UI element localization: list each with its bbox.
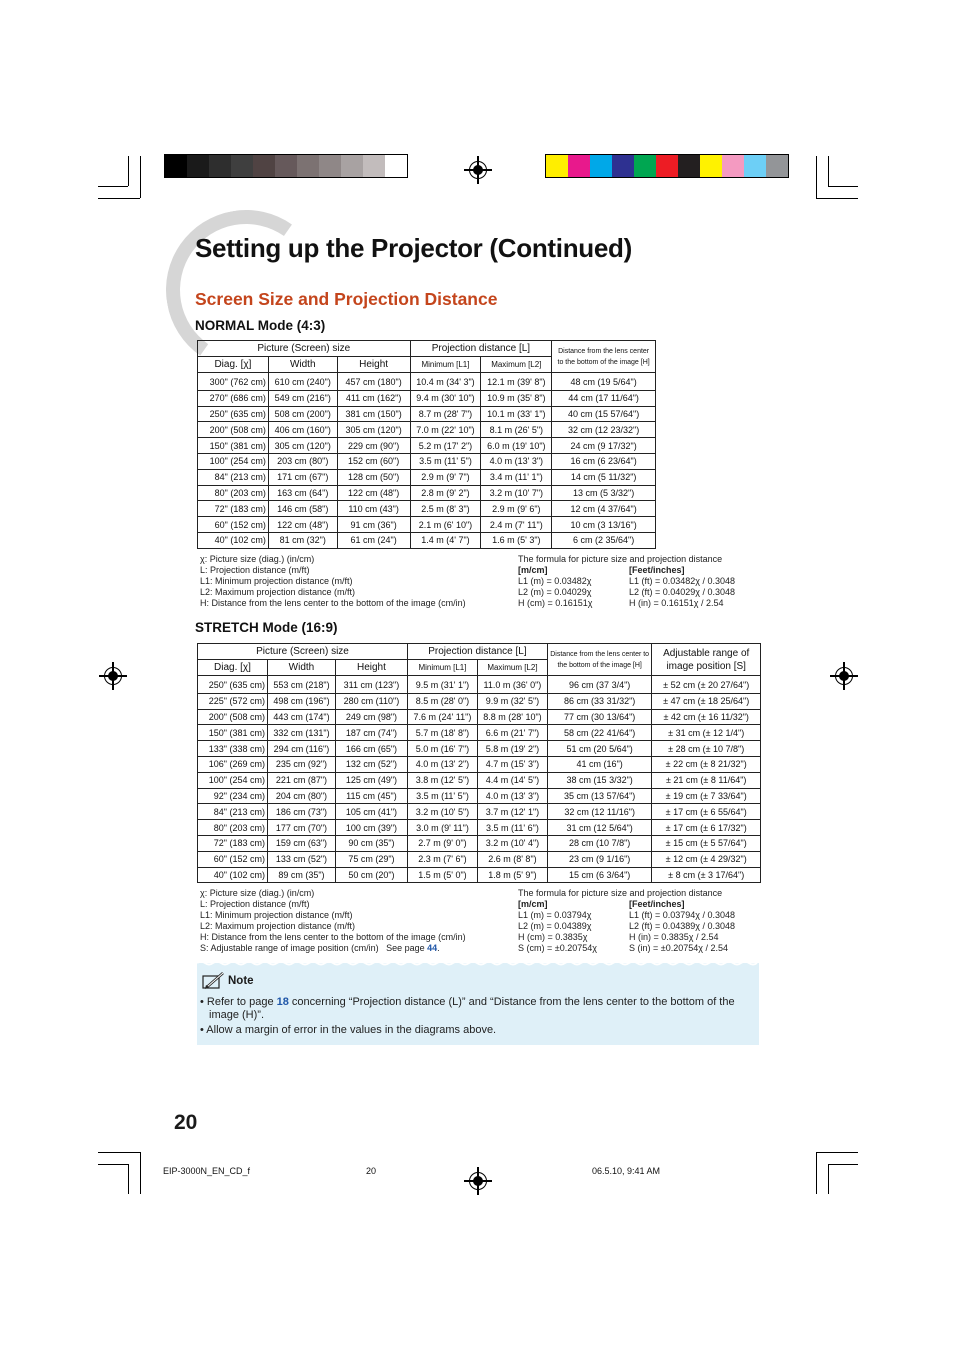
table-cell: 4.4 m (14' 5") (477, 772, 547, 788)
table-cell: 15 cm (6 3/64") (547, 867, 651, 883)
table-cell: 92" (234 cm) (198, 788, 268, 804)
table-row (198, 485, 656, 501)
gray-swatch (319, 155, 341, 177)
table-cell: 8.7 m (28' 7") (410, 406, 481, 422)
table-cell: 6 cm (2 35/64") (552, 532, 656, 548)
table-cell: ± 31 cm (± 12 1/4") (652, 725, 761, 741)
table-cell: 3.5 m (11' 5") (410, 453, 481, 469)
table-cell: 8.8 m (28' 10") (477, 709, 547, 725)
table-cell: 171 cm (67") (268, 469, 337, 485)
table-cell: 3.7 m (12' 1") (477, 804, 547, 820)
gray-swatch (253, 155, 275, 177)
table-cell: ± 22 cm (± 8 21/32") (652, 756, 761, 772)
table-cell: 84" (213 cm) (198, 804, 268, 820)
table-row (198, 532, 656, 548)
table-cell: 9.5 m (31' 1") (407, 676, 477, 694)
registration-mark-left (104, 667, 122, 685)
table-cell: 443 cm (174") (267, 709, 335, 725)
table-cell: ± 8 cm (± 3 17/64") (652, 867, 761, 883)
table-cell: 90 cm (35") (335, 835, 407, 851)
table-row (198, 390, 656, 406)
table-cell: 5.8 m (19' 2") (477, 741, 547, 757)
table-cell: 128 cm (50") (337, 469, 410, 485)
table-cell: 60" (152 cm) (198, 851, 268, 867)
table-cell: 381 cm (150") (337, 406, 410, 422)
table-cell: 133 cm (52") (267, 851, 335, 867)
gray-swatch (231, 155, 253, 177)
table-cell: 86 cm (33 31/32") (547, 693, 651, 709)
table-cell: 4.0 m (13' 2") (407, 756, 477, 772)
table-cell: 32 cm (12 11/16") (547, 804, 651, 820)
table-cell: 225" (572 cm) (198, 693, 268, 709)
table-cell: 2.4 m (7' 11") (481, 517, 552, 533)
table-cell: 1.6 m (5' 3") (481, 532, 552, 548)
gray-swatch (385, 155, 407, 177)
table-cell: 80" (203 cm) (198, 485, 269, 501)
table-cell: 6.6 m (21' 7") (477, 725, 547, 741)
col-diag: Diag. [χ] (198, 357, 269, 373)
col-adjustable-range: Adjustable range of image position [S] (652, 644, 761, 676)
table-cell: 150" (381 cm) (198, 725, 268, 741)
table-cell: 72" (183 cm) (198, 835, 268, 851)
table-cell: ± 19 cm (± 7 33/64") (652, 788, 761, 804)
table-cell: 10 cm (3 13/16") (552, 517, 656, 533)
table-cell: 498 cm (196") (267, 693, 335, 709)
table-row (198, 741, 761, 757)
table-cell: 100" (254 cm) (198, 453, 269, 469)
note-box-wavy-edge (197, 960, 759, 966)
grayscale-bar (164, 154, 408, 178)
table-cell: 75 cm (29") (335, 851, 407, 867)
table-cell: 14 cm (5 11/32") (552, 469, 656, 485)
table-cell: 5.2 m (17' 2") (410, 438, 481, 454)
table-row (198, 820, 761, 836)
table-cell: 229 cm (90") (337, 438, 410, 454)
table-cell: 40" (102 cm) (198, 532, 269, 548)
table-cell: 311 cm (123") (335, 676, 407, 694)
table-cell: 294 cm (116") (267, 741, 335, 757)
table-cell: 80" (203 cm) (198, 820, 268, 836)
table-cell: 32 cm (12 23/32") (552, 422, 656, 438)
table-cell: 13 cm (5 3/32") (552, 485, 656, 501)
table-cell: 10.1 m (33' 1") (481, 406, 552, 422)
table-cell: 5.0 m (16' 7") (407, 741, 477, 757)
table-cell: 2.5 m (8' 3") (410, 501, 481, 517)
table-cell: 81 cm (32") (268, 532, 337, 548)
table-cell: 280 cm (110") (335, 693, 407, 709)
col-height: Height (337, 357, 410, 373)
table-cell: 8.5 m (28' 0") (407, 693, 477, 709)
normal-mode-table (197, 340, 656, 549)
table-cell: 8.1 m (26' 5") (481, 422, 552, 438)
table-cell: 50 cm (20") (335, 867, 407, 883)
table-cell: 159 cm (63") (267, 835, 335, 851)
table-cell: 1.5 m (5' 0") (407, 867, 477, 883)
color-swatch (612, 155, 634, 177)
normal-legend: χ: Picture size (diag.) (in/cm) L: Projection distance (m/ft) L1: Minimum projection distance (m/ft) L2: Maximum projection distance (m/ft) H: Distance from the lens center to the bottom of the image (cm/in) (200, 554, 466, 608)
page-44-link[interactable]: 44 (427, 943, 438, 953)
table-row (198, 725, 761, 741)
table-row (198, 501, 656, 517)
page-title: Setting up the Projector (Continued) (195, 233, 632, 263)
footer-page: 20 (366, 1166, 377, 1176)
table-cell: 457 cm (180") (337, 373, 410, 391)
color-swatch (700, 155, 722, 177)
table-cell: 72" (183 cm) (198, 501, 269, 517)
table-cell: 91 cm (36") (337, 517, 410, 533)
table-row (198, 438, 656, 454)
table-cell: ± 15 cm (± 5 57/64") (652, 835, 761, 851)
col-width: Width (268, 357, 337, 373)
table-cell: 270" (686 cm) (198, 390, 269, 406)
table-cell: 41 cm (16") (547, 756, 651, 772)
table-row (198, 867, 761, 883)
table-cell: 132 cm (52") (335, 756, 407, 772)
table-row (198, 453, 656, 469)
table-cell: 186 cm (73") (267, 804, 335, 820)
table-cell: 9.9 m (32' 5") (477, 693, 547, 709)
table-cell: 3.2 m (10' 7") (481, 485, 552, 501)
table-cell: 4.7 m (15' 3") (477, 756, 547, 772)
stretch-mode-table (197, 643, 761, 883)
normal-mode-heading: NORMAL Mode (4:3) (195, 318, 326, 333)
table-cell: 2.9 m (9' 6") (481, 501, 552, 517)
table-cell: 133" (338 cm) (198, 741, 268, 757)
table-cell: 150" (381 cm) (198, 438, 269, 454)
table-cell: 58 cm (22 41/64") (547, 725, 651, 741)
table-cell: 11.0 m (36' 0") (477, 676, 547, 694)
gray-swatch (165, 155, 187, 177)
table-cell: 125 cm (49") (335, 772, 407, 788)
table-row (198, 406, 656, 422)
table-cell: ± 28 cm (± 10 7/8") (652, 741, 761, 757)
table-row (198, 422, 656, 438)
table-cell: 122 cm (48") (268, 517, 337, 533)
stretch-legend: χ: Picture size (diag.) (in/cm) L: Projection distance (m/ft) L1: Minimum projection distance (m/ft) L2: Maximum projection distance (m/ft) H: Distance from the lens center to the bottom of the image (cm/in) S: Adjustable range of image position (cm/in) See page 44. (200, 888, 466, 953)
gray-swatch (275, 155, 297, 177)
table-cell: 3.5 m (11' 6") (477, 820, 547, 836)
registration-mark-right (835, 667, 853, 685)
table-cell: 40 cm (15 57/64") (552, 406, 656, 422)
table-cell: 200" (508 cm) (198, 422, 269, 438)
table-cell: 152 cm (60") (337, 453, 410, 469)
table-cell: 163 cm (64") (268, 485, 337, 501)
table-cell: 105 cm (41") (335, 804, 407, 820)
col-lens-distance: Distance from the lens center to the bottom of the image [H] (552, 341, 656, 373)
color-bar (545, 154, 789, 178)
table-row (198, 788, 761, 804)
table-cell: 84" (213 cm) (198, 469, 269, 485)
table-cell: 23 cm (9 1/16") (547, 851, 651, 867)
table-cell: 96 cm (37 3/4") (547, 676, 651, 694)
color-swatch (766, 155, 788, 177)
note-body (200, 996, 748, 1039)
table-cell: 48 cm (19 5/64") (552, 373, 656, 391)
table-cell: 1.4 m (4' 7") (410, 532, 481, 548)
table-cell: 146 cm (58") (268, 501, 337, 517)
table-cell: ± 47 cm (± 18 25/64") (652, 693, 761, 709)
table-cell: ± 21 cm (± 8 11/64") (652, 772, 761, 788)
table-cell: 110 cm (43") (337, 501, 410, 517)
color-swatch (590, 155, 612, 177)
table-cell: 203 cm (80") (268, 453, 337, 469)
table-cell: 221 cm (87") (267, 772, 335, 788)
table-cell: 2.1 m (6' 10") (410, 517, 481, 533)
page-number: 20 (174, 1111, 198, 1134)
col-picture-size: Picture (Screen) size (198, 341, 411, 357)
table-cell: 38 cm (15 3/32") (547, 772, 651, 788)
table-row (198, 693, 761, 709)
table-cell: 166 cm (65") (335, 741, 407, 757)
table-cell: 10.9 m (35' 8") (481, 390, 552, 406)
table-cell: 204 cm (80") (267, 788, 335, 804)
page-18-link[interactable]: 18 (276, 996, 289, 1008)
registration-mark-top (469, 161, 487, 179)
table-row (198, 469, 656, 485)
table-cell: 553 cm (218") (267, 676, 335, 694)
table-cell: 3.2 m (10' 5") (407, 804, 477, 820)
registration-mark-bottom (469, 1172, 487, 1190)
color-swatch (678, 155, 700, 177)
table-row (198, 517, 656, 533)
table-cell: 61 cm (24") (337, 532, 410, 548)
table-cell: 28 cm (10 7/8") (547, 835, 651, 851)
table-row (198, 676, 761, 694)
normal-formula: The formula for picture size and projection distance [m/cm] [Feet/inches] L1 (m) = 0.03482χ L1 (ft) = 0.03482χ / 0.3048 L2 (m) = 0.04029χ L2 (ft) = 0.04029χ / 0.3048 H (cm) = 0.16151χ H (in) = 0.16151χ / 2.54 (518, 554, 736, 608)
table-cell: 300" (762 cm) (198, 373, 269, 391)
table-row (198, 835, 761, 851)
gray-swatch (341, 155, 363, 177)
table-cell: 5.7 m (18' 8") (407, 725, 477, 741)
section-heading: Screen Size and Projection Distance (195, 289, 498, 309)
table-cell: 3.0 m (9' 11") (407, 820, 477, 836)
table-cell: 7.6 m (24' 11") (407, 709, 477, 725)
footer-filename: EIP-3000N_EN_CD_f (163, 1166, 251, 1176)
table-cell: ± 17 cm (± 6 17/32") (652, 820, 761, 836)
table-cell: 177 cm (70") (267, 820, 335, 836)
table-cell: 24 cm (9 17/32") (552, 438, 656, 454)
table-cell: 115 cm (45") (335, 788, 407, 804)
table-cell: 3.2 m (10' 4") (477, 835, 547, 851)
table-row (198, 772, 761, 788)
table-cell: 508 cm (200") (268, 406, 337, 422)
gray-swatch (297, 155, 319, 177)
table-cell: 411 cm (162") (337, 390, 410, 406)
table-cell: 4.0 m (13' 3") (477, 788, 547, 804)
table-cell: 305 cm (120") (268, 438, 337, 454)
table-cell: 1.8 m (5' 9") (477, 867, 547, 883)
table-cell: 16 cm (6 23/64") (552, 453, 656, 469)
note-bullet-1: • Refer to page 18 concerning “Projection distance (L)” and “Distance from the lens center to the bottom of the image (H)”. (200, 996, 735, 1021)
table-cell: 9.4 m (30' 10") (410, 390, 481, 406)
table-cell: 3.8 m (12' 5") (407, 772, 477, 788)
table-cell: 106" (269 cm) (198, 756, 268, 772)
table-cell: 406 cm (160") (268, 422, 337, 438)
table-cell: 77 cm (30 13/64") (547, 709, 651, 725)
note-title: Note (228, 975, 254, 987)
table-cell: 200" (508 cm) (198, 709, 268, 725)
table-cell: 122 cm (48") (337, 485, 410, 501)
table-cell: 12 cm (4 37/64") (552, 501, 656, 517)
table-cell: 2.6 m (8' 8") (477, 851, 547, 867)
table-cell: ± 17 cm (± 6 55/64") (652, 804, 761, 820)
pencil-note-icon (201, 971, 227, 991)
table-cell: 51 cm (20 5/64") (547, 741, 651, 757)
note-bullet-2: • Allow a margin of error in the values in the diagrams above. (200, 1024, 497, 1036)
table-cell: 10.4 m (34' 3") (410, 373, 481, 391)
col-max: Maximum [L2] (477, 660, 547, 676)
table-cell: 44 cm (17 11/64") (552, 390, 656, 406)
table-cell: 249 cm (98") (335, 709, 407, 725)
table-cell: 2.7 m (9' 0") (407, 835, 477, 851)
col-max: Maximum [L2] (481, 357, 552, 373)
stretch-mode-heading: STRETCH Mode (16:9) (195, 620, 338, 635)
color-swatch (568, 155, 590, 177)
table-cell: 3.5 m (11' 5") (407, 788, 477, 804)
table-row (198, 804, 761, 820)
table-cell: 7.0 m (22' 10") (410, 422, 481, 438)
table-cell: 100 cm (39") (335, 820, 407, 836)
table-cell: 250" (635 cm) (198, 676, 268, 694)
col-width: Width (267, 660, 335, 676)
table-cell: 12.1 m (39' 8") (481, 373, 552, 391)
table-cell: 2.8 m (9' 2") (410, 485, 481, 501)
table-row (198, 756, 761, 772)
table-cell: 35 cm (13 57/64") (547, 788, 651, 804)
table-cell: 2.3 m (7' 6") (407, 851, 477, 867)
table-cell: 60" (152 cm) (198, 517, 269, 533)
table-cell: 6.0 m (19' 10") (481, 438, 552, 454)
col-height: Height (335, 660, 407, 676)
table-cell: 610 cm (240") (268, 373, 337, 391)
table-cell: 40" (102 cm) (198, 867, 268, 883)
col-lens-distance: Distance from the lens center to the bottom of the image [H] (547, 644, 651, 676)
color-swatch (722, 155, 744, 177)
table-cell: 31 cm (12 5/64") (547, 820, 651, 836)
col-projection-distance: Projection distance [L] (407, 644, 547, 660)
table-cell: ± 42 cm (± 16 11/32") (652, 709, 761, 725)
table-cell: 250" (635 cm) (198, 406, 269, 422)
table-cell: 3.4 m (11' 1") (481, 469, 552, 485)
stretch-formula: The formula for picture size and projection distance [m/cm] [Feet/inches] L1 (m) = 0.03794χ L1 (ft) = 0.03794χ / 0.3048 L2 (m) = 0.04389χ L2 (ft) = 0.04389χ / 0.3048 H (cm) = 0.3835χ H (in) = 0.3835χ / 2.54 S (cm) = ±0.20754χ S (in) = ±0.20754χ / 2.54 (518, 888, 736, 953)
table-cell: 89 cm (35") (267, 867, 335, 883)
table-cell: 100" (254 cm) (198, 772, 268, 788)
table-cell: ± 12 cm (± 4 29/32") (652, 851, 761, 867)
table-cell: 305 cm (120") (337, 422, 410, 438)
col-diag: Diag. [χ] (198, 660, 268, 676)
gray-swatch (363, 155, 385, 177)
color-swatch (546, 155, 568, 177)
col-min: Minimum [L1] (410, 357, 481, 373)
table-cell: 235 cm (92") (267, 756, 335, 772)
table-cell: 4.0 m (13' 3") (481, 453, 552, 469)
table-row (198, 851, 761, 867)
col-picture-size: Picture (Screen) size (198, 644, 408, 660)
table-cell: ± 52 cm (± 20 27/64") (652, 676, 761, 694)
table-cell: 187 cm (74") (335, 725, 407, 741)
table-cell: 549 cm (216") (268, 390, 337, 406)
table-cell: 2.9 m (9' 7") (410, 469, 481, 485)
color-swatch (656, 155, 678, 177)
color-swatch (634, 155, 656, 177)
col-projection-distance: Projection distance [L] (410, 341, 552, 357)
table-row (198, 373, 656, 391)
col-min: Minimum [L1] (407, 660, 477, 676)
footer-date: 06.5.10, 9:41 AM (592, 1166, 661, 1176)
gray-swatch (209, 155, 231, 177)
color-swatch (744, 155, 766, 177)
gray-swatch (187, 155, 209, 177)
table-row (198, 709, 761, 725)
table-cell: 332 cm (131") (267, 725, 335, 741)
